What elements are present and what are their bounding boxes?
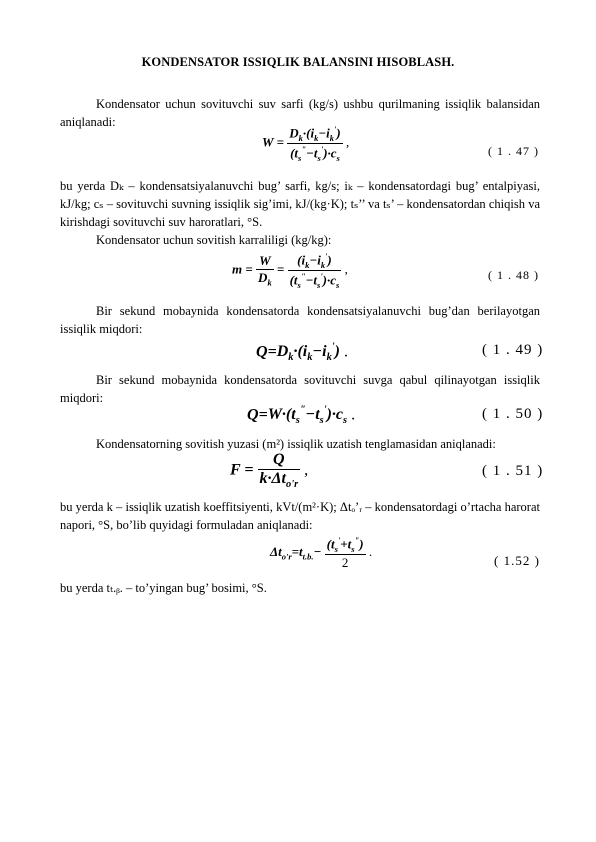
paragraph-3: Kondensator uchun sovitish karraliligi (kg/kg): (96, 233, 332, 247)
paragraph-8: bu yerda tₜ.ᵦ. – to’yingan bug’ bosimi, °S. (60, 581, 267, 595)
equation-number-1-51: ( 1 . 51 ) (482, 463, 544, 479)
paragraph-2: bu yerda Dₖ – kondensatsiyalanuvchi bug’ sarfi, kg/s; iₖ – kondensatordagi bug’ entalpiyasi, kJ/kg; cₛ – sovituvchi suvning issiqlik sig’imi, kJ/(kg·K); tₛ’’ va tₛ’ – kondensatordan chiqish va kirishdagi sovituvchi suv haroratlari, °S. (60, 179, 540, 229)
equation-1-50: $Q=W\cdot(t_s^"-t_s')\cdot c_s$ . (247, 405, 356, 427)
page-title: KONDENSATOR ISSIQLIK BALANSINI HISOBLASH. (141, 55, 455, 69)
equation-1-52: $\Delta t_{o'r}=t_{t.b.}-$ $\frac{(t_s'+t_s^")}{2}$ . (270, 535, 373, 570)
equation-1-51: F = $\frac{Q}{k\cdot\Delta t_{o'r}}$ , (230, 451, 309, 491)
paragraph-1: Kondensator uchun sovituvchi suv sarfi (kg/s) ushbu qurilmaning issiqlik balansidan aniqlanadi: (60, 97, 540, 129)
equation-number-1-47: ( 1 . 47 ) (488, 144, 539, 158)
equation-number-1-48: ( 1 . 48 ) (488, 268, 539, 282)
equation-1-48: m = $\frac{W}{D_k}$ = $\frac{(i_k-i_k')}{(t_s^"-t_s')\cdot c_s}$ , (232, 251, 348, 290)
equation-1-49: $Q=D_k\cdot(i_k-i_k')$ . (256, 342, 348, 364)
paragraph-6: Kondensatorning sovitish yuzasi (m²) issiqlik uzatish tenglamasidan aniqlanadi: (96, 437, 496, 451)
equation-number-1-49: ( 1 . 49 ) (482, 342, 544, 358)
paragraph-5: Bir sekund mobaynida kondensatorda sovituvchi suvga qabul qilinayotgan issiqlik miqdori: (60, 373, 540, 405)
equation-number-1-52: ( 1.52 ) (494, 553, 540, 568)
equation-1-47: W = $\frac{D_k\cdot(i_k-i_k')}{(t_s^"-t_s')\cdot c_s}$ , (262, 124, 350, 163)
paragraph-7: bu yerda k – issiqlik uzatish koeffitsiyenti, kVt/(m²·K); Δtₒ’ᵣ – kondensatordagi o’rtacha harorat napori, °S, bo’lib quyidagi formuladan aniqlanadi: (60, 500, 540, 532)
paragraph-4: Bir sekund mobaynida kondensatorda kondensatsiyalanuvchi bug’dan berilayotgan issiqlik miqdori: (60, 304, 540, 336)
equation-number-1-50: ( 1 . 50 ) (482, 406, 544, 422)
